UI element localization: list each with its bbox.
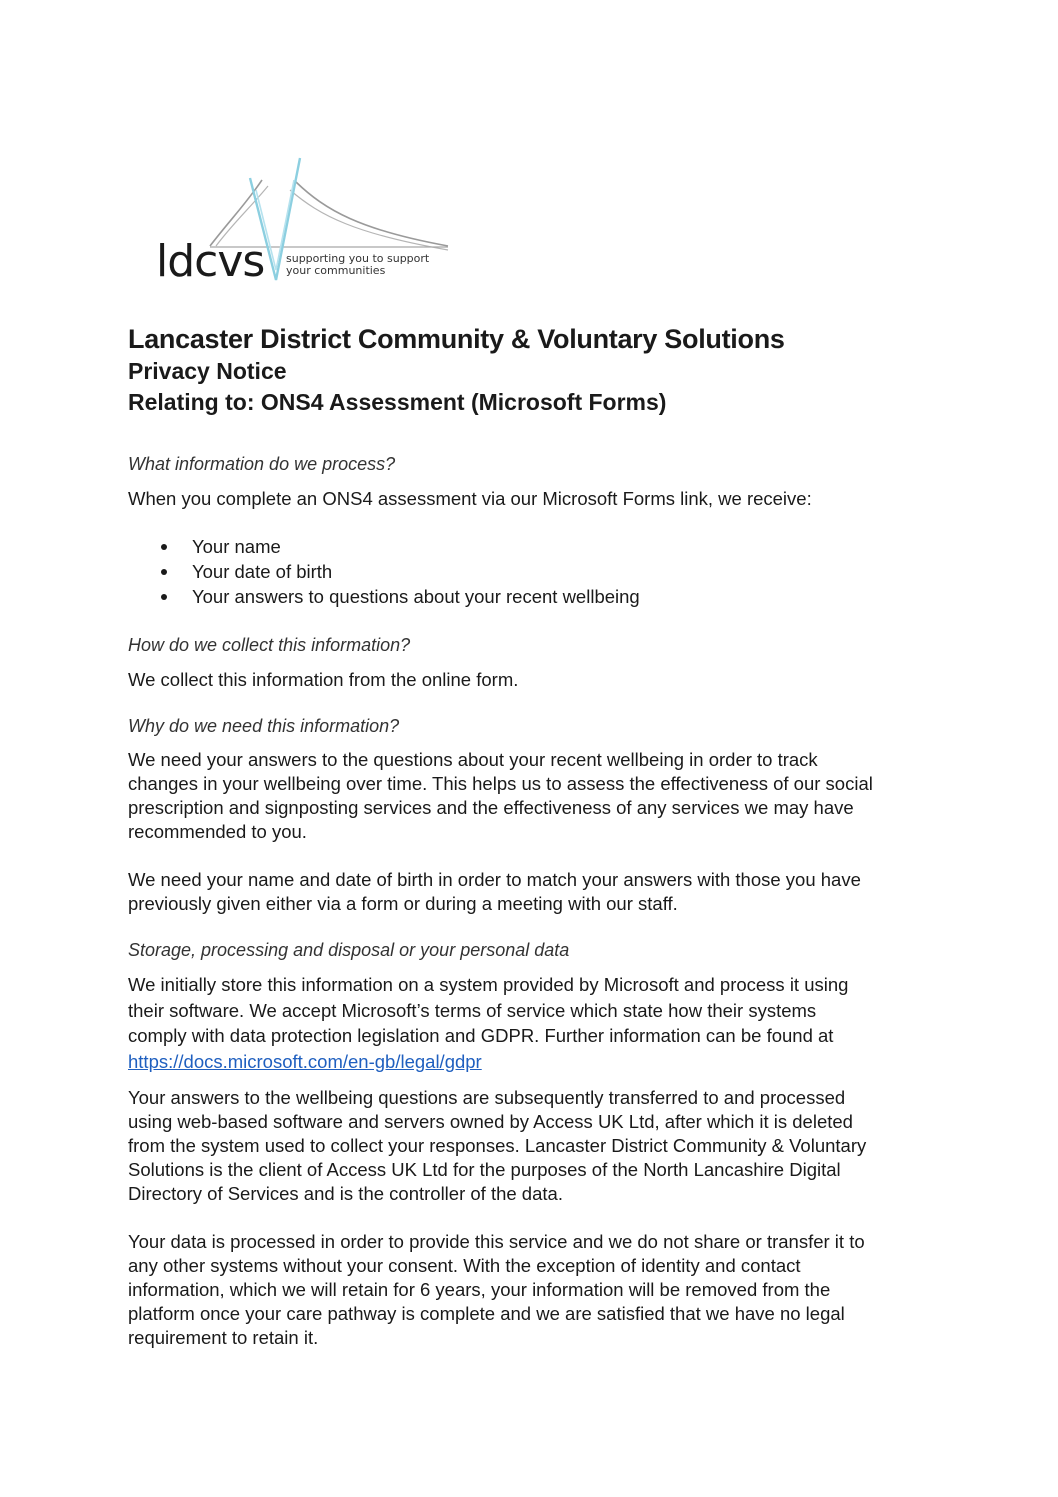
section3-paragraph1: We need your answers to the questions about your recent wellbeing in order to track changes in your wellbeing over time. This helps us to assess the effectiveness of our social prescription and signposting services and the effectiveness of any services we may have recommended to you. [128, 749, 873, 842]
logo-tagline [286, 253, 429, 277]
section1-intro: When you complete an ONS4 assessment via our Microsoft Forms link, we receive: [128, 488, 812, 509]
bullet-icon [161, 594, 167, 600]
document-subtitle-relating-to: Relating to: ONS4 Assessment (Microsoft Forms) [128, 389, 667, 415]
bullet-icon [161, 544, 167, 550]
list-item: Your date of birth [128, 559, 938, 584]
section4-paragraph2: Your answers to the wellbeing questions are subsequently transferred to and processed using web-based software and servers owned by Access UK Ltd, after which it is deleted from the system used to collect your responses. Lancaster District Community & Voluntary Solutions is the client of Access UK Ltd for the purposes of the North Lancashire Digital Directory of Services and is the controller of the data. [128, 1087, 867, 1204]
logo-tagline-line2: your communities [286, 264, 386, 277]
section-heading-how-collect: How do we collect this information? [128, 635, 411, 655]
section3-paragraph2: We need your name and date of birth in order to match your answers with those you have previously given either via a form or during a meeting with our staff. [128, 869, 861, 914]
section4-paragraph3: Your data is processed in order to provide this service and we do not share or transfer it to any other systems without your consent. With the exception of identity and contact information, which we will retain for 6 years, your information will be removed from the platform once your care pathway is complete and we are satisfied that we have no legal requirement to retain it. [128, 1231, 865, 1348]
gdpr-link[interactable]: https://docs.microsoft.com/en-gb/legal/gdpr [128, 1050, 482, 1072]
bullet-icon [161, 569, 167, 575]
list-item: Your name [128, 534, 938, 559]
organisation-logo [150, 150, 460, 290]
document-subtitle-privacy-notice: Privacy Notice [128, 358, 287, 384]
information-list [128, 534, 938, 609]
section-heading-what-information: What information do we process? [128, 454, 396, 474]
logo-wordmark: ldcvs [156, 236, 265, 287]
document-body [128, 322, 938, 1350]
logo-tagline-line1: supporting you to support [286, 252, 430, 265]
section-heading-storage: Storage, processing and disposal or your personal data [128, 940, 570, 960]
section2-text: We collect this information from the online form. [128, 669, 519, 690]
list-item: Your answers to questions about your recent wellbeing [128, 584, 938, 609]
document-title: Lancaster District Community & Voluntary Solutions [128, 324, 785, 354]
section4-paragraph1: We initially store this information on a system provided by Microsoft and process it using their software. We accept Microsoft’s terms of service which state how their systems comply with data protection legislation and GDPR. Further information can be found at https://docs.microsoft.com/en-gb/legal/gdpr [128, 974, 849, 1072]
section-heading-why-need: Why do we need this information? [128, 716, 400, 736]
